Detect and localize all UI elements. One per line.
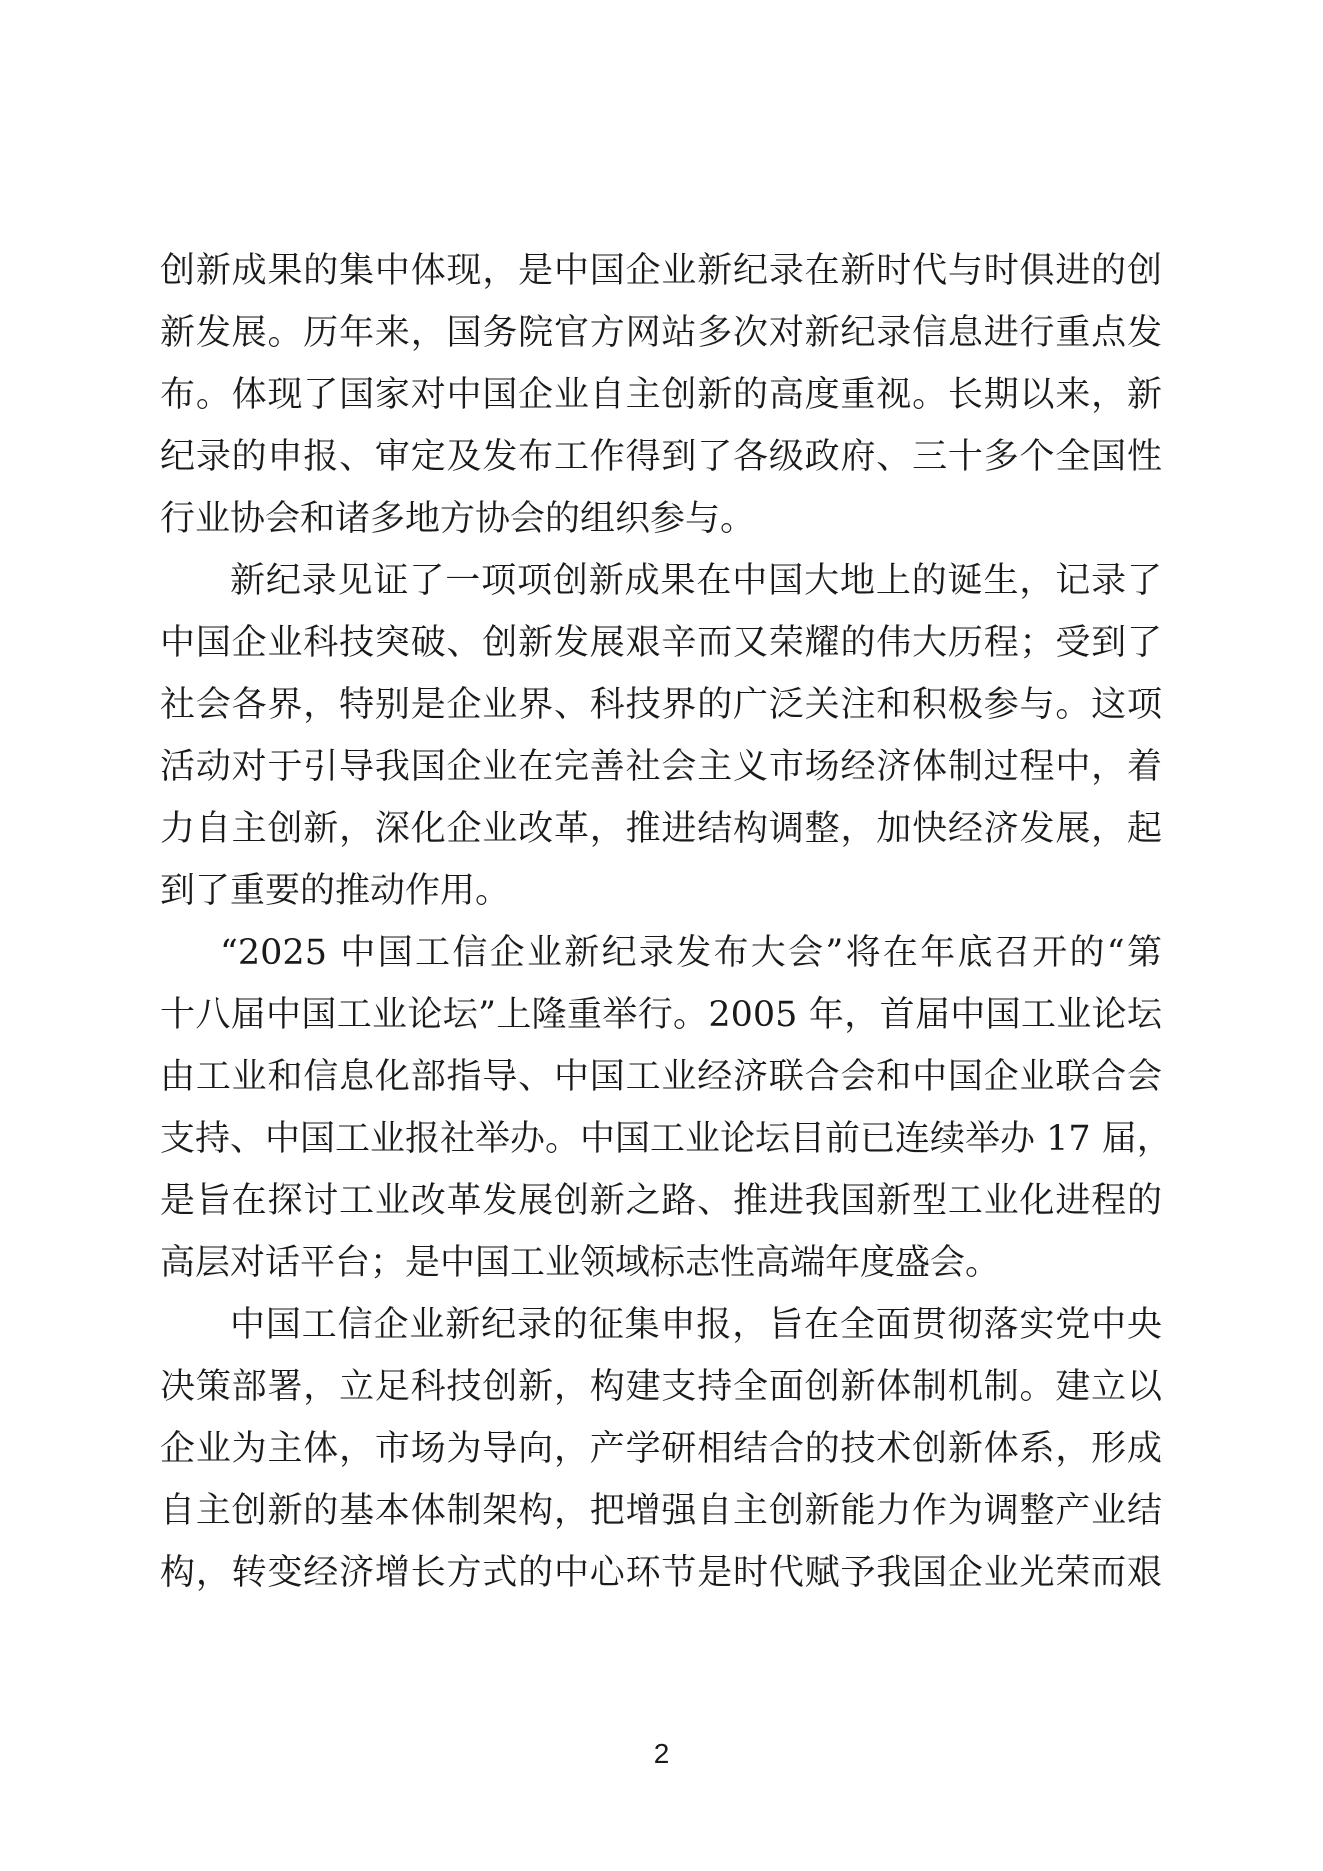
text-line: 由工业和信息化部指导、中国工业经济联合会和中国企业联合会 xyxy=(160,1057,1162,1097)
paragraph-4 xyxy=(160,1294,1162,1604)
text-line: 自主创新的基本体制架构，把增强自主创新能力作为调整产业结 xyxy=(160,1491,1162,1531)
text-line: 是旨在探讨工业改革发展创新之路、推进我国新型工业化进程的 xyxy=(160,1181,1162,1221)
page-number: 2 xyxy=(653,1738,670,1769)
text-line: 十八届中国工业论坛”上隆重举行。2005 年，首届中国工业论坛 xyxy=(160,995,1162,1035)
text-line: 纪录的申报、审定及发布工作得到了各级政府、三十多个全国性 xyxy=(160,437,1162,477)
text-line: 活动对于引导我国企业在完善社会主义市场经济体制过程中，着 xyxy=(160,747,1162,787)
text-line: 企业为主体，市场为导向，产学研相结合的技术创新体系，形成 xyxy=(160,1429,1162,1469)
text-line: 构，转变经济增长方式的中心环节是时代赋予我国企业光荣而艰 xyxy=(160,1553,1162,1593)
paragraph-2 xyxy=(160,550,1162,922)
text-line: 支持、中国工业报社举办。中国工业论坛目前已连续举办 17 届， xyxy=(160,1119,1172,1159)
paragraph-3 xyxy=(160,922,1172,1294)
text-line: 创新成果的集中体现，是中国企业新纪录在新时代与时俱进的创 xyxy=(160,251,1162,291)
text-line: 社会各界，特别是企业界、科技界的广泛关注和积极参与。这项 xyxy=(160,685,1162,725)
paragraph-1 xyxy=(160,240,1162,550)
text-line: 到了重要的推动作用。 xyxy=(160,871,511,911)
text-line: 行业协会和诸多地方协会的组织参与。 xyxy=(160,499,756,539)
body-text xyxy=(160,240,1172,1604)
text-line: 决策部署，立足科技创新，构建支持全面创新体制机制。建立以 xyxy=(160,1367,1162,1407)
text-line: 新发展。历年来，国务院官方网站多次对新纪录信息进行重点发 xyxy=(160,313,1162,353)
text-line: “2025 中国工信企业新纪录发布大会”将在年底召开的“第 xyxy=(220,933,1162,973)
text-line: 力自主创新，深化企业改革，推进结构调整，加快经济发展，起 xyxy=(160,809,1162,849)
text-line: 中国工信企业新纪录的征集申报，旨在全面贯彻落实党中央 xyxy=(230,1305,1162,1345)
text-line: 高层对话平台；是中国工业领域标志性高端年度盛会。 xyxy=(160,1243,1001,1283)
text-line: 布。体现了国家对中国企业自主创新的高度重视。长期以来，新 xyxy=(160,375,1162,415)
text-line: 新纪录见证了一项项创新成果在中国大地上的诞生，记录了 xyxy=(230,561,1162,601)
text-line: 中国企业科技突破、创新发展艰辛而又荣耀的伟大历程；受到了 xyxy=(160,623,1162,663)
